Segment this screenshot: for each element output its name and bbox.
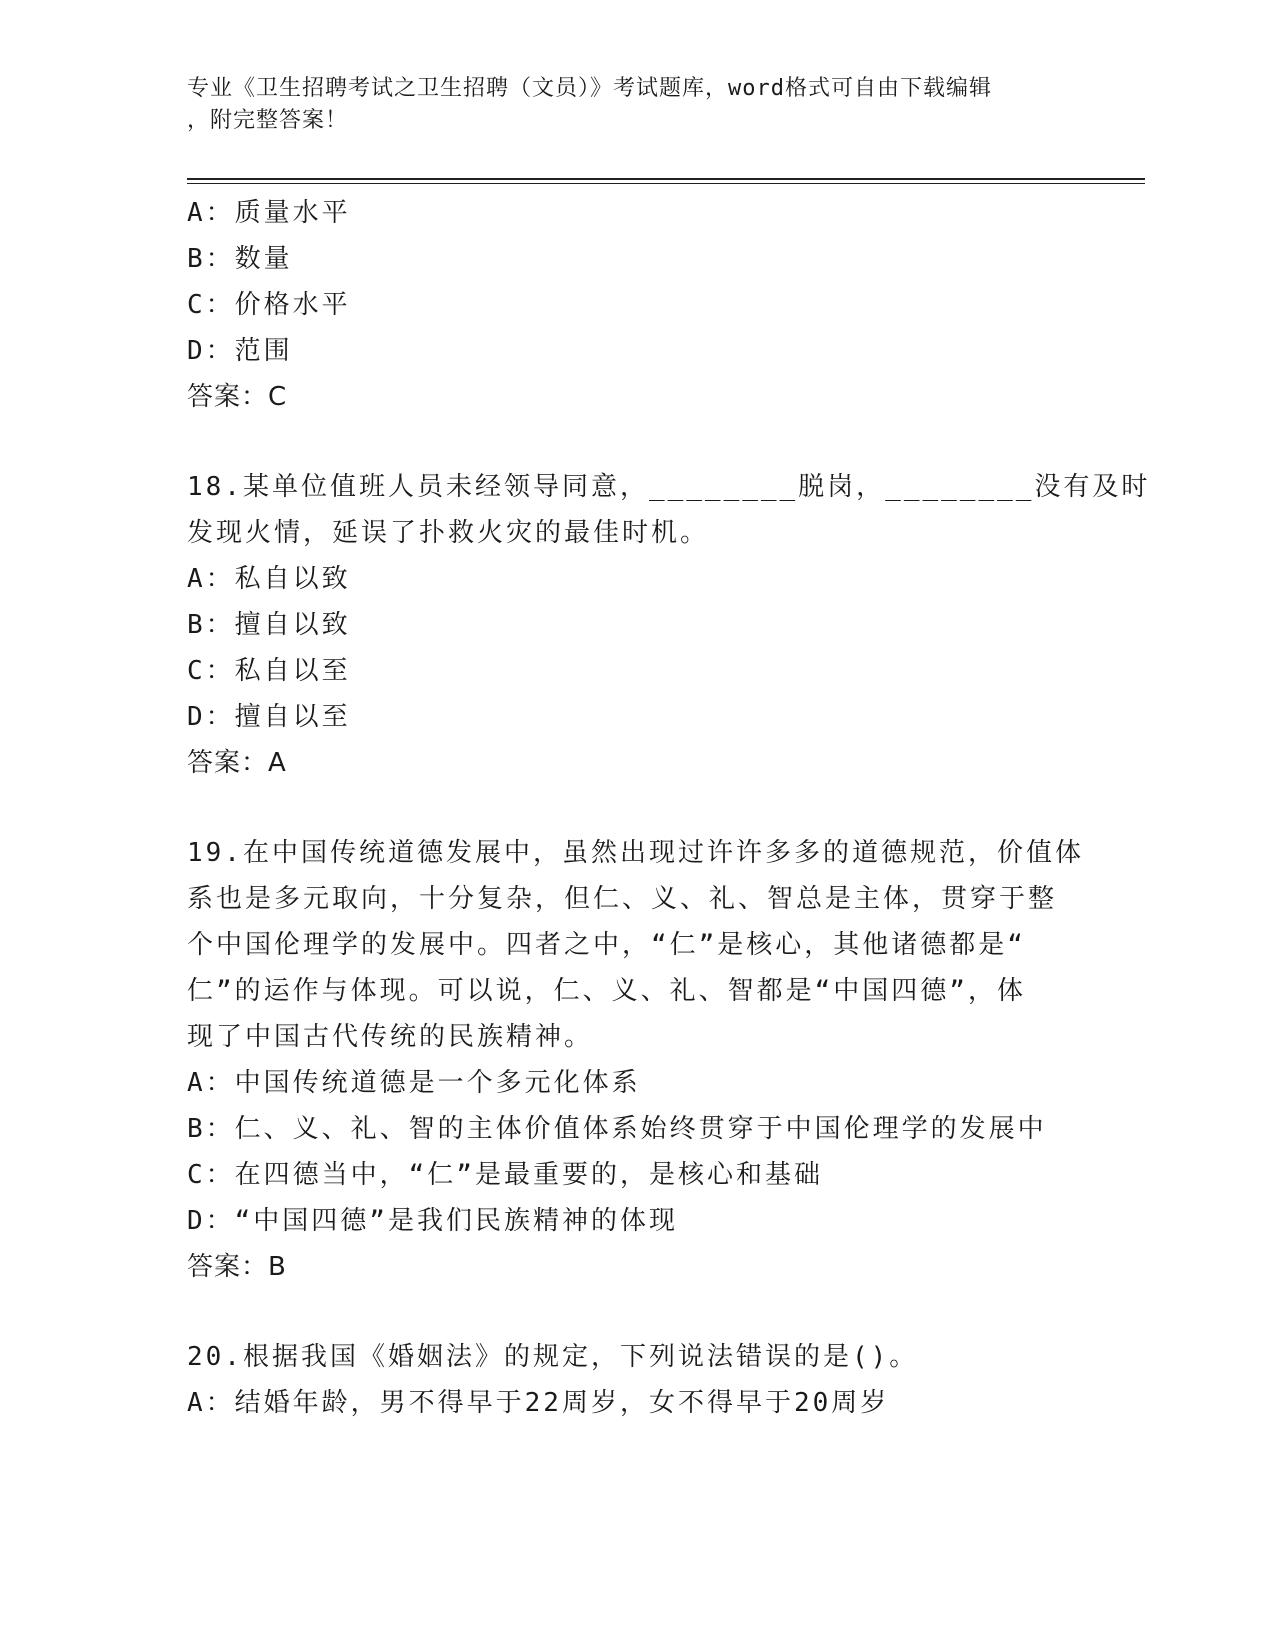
option-c: C：价格水平 (187, 290, 351, 320)
question-text: 系也是多元取向，十分复杂，但仁、义、礼、智总是主体，贯穿于整 (187, 884, 1058, 914)
header-line-2: ，附完整答案！ (187, 108, 349, 133)
question-18 (187, 464, 1151, 786)
document-header (187, 73, 1087, 137)
option-d: D：范围 (187, 336, 293, 366)
question-19 (187, 830, 1087, 1290)
header-divider-thin (187, 183, 1145, 184)
question-text: 18.某单位值班人员未经领导同意，________脱岗，________没有及时 (187, 472, 1151, 502)
option-d: D：“中国四德”是我们民族精神的体现 (187, 1206, 678, 1236)
option-b: B：擅自以致 (187, 610, 351, 640)
option-a: A：中国传统道德是一个多元化体系 (187, 1068, 641, 1098)
option-a: A：结婚年龄，男不得早于22周岁，女不得早于20周岁 (187, 1388, 890, 1418)
answer: 答案：A (187, 748, 287, 778)
header-divider-thick (187, 178, 1145, 180)
header-line-1: 专业《卫生招聘考试之卫生招聘（文员）》考试题库，word格式可自由下载编辑 (187, 76, 992, 101)
question-list (187, 190, 1151, 1426)
question-text: 现了中国古代传统的民族精神。 (187, 1022, 594, 1052)
question-text: 个中国伦理学的发展中。四者之中，“仁”是核心，其他诸德都是“ (187, 930, 1026, 960)
question-20 (187, 1334, 1087, 1426)
question-17 (187, 190, 1087, 420)
option-d: D：擅自以至 (187, 702, 351, 732)
option-c: C：私自以至 (187, 656, 351, 686)
option-c: C：在四德当中，“仁”是最重要的，是核心和基础 (187, 1160, 823, 1190)
question-text: 发现火情，延误了扑救火灾的最佳时机。 (187, 518, 710, 548)
question-text: 20.根据我国《婚姻法》的规定，下列说法错误的是()。 (187, 1342, 919, 1372)
option-b: B：仁、义、礼、智的主体价值体系始终贯穿于中国伦理学的发展中 (187, 1114, 1047, 1144)
option-b: B：数量 (187, 244, 293, 274)
question-text: 19.在中国传统道德发展中，虽然出现过许许多多的道德规范，价值体 (187, 838, 1084, 868)
answer: 答案：B (187, 1252, 287, 1282)
question-text: 仁”的运作与体现。可以说，仁、义、礼、智都是“中国四德”，体 (187, 976, 1026, 1006)
option-a: A：质量水平 (187, 198, 351, 228)
option-a: A：私自以致 (187, 564, 351, 594)
answer: 答案：C (187, 382, 288, 412)
